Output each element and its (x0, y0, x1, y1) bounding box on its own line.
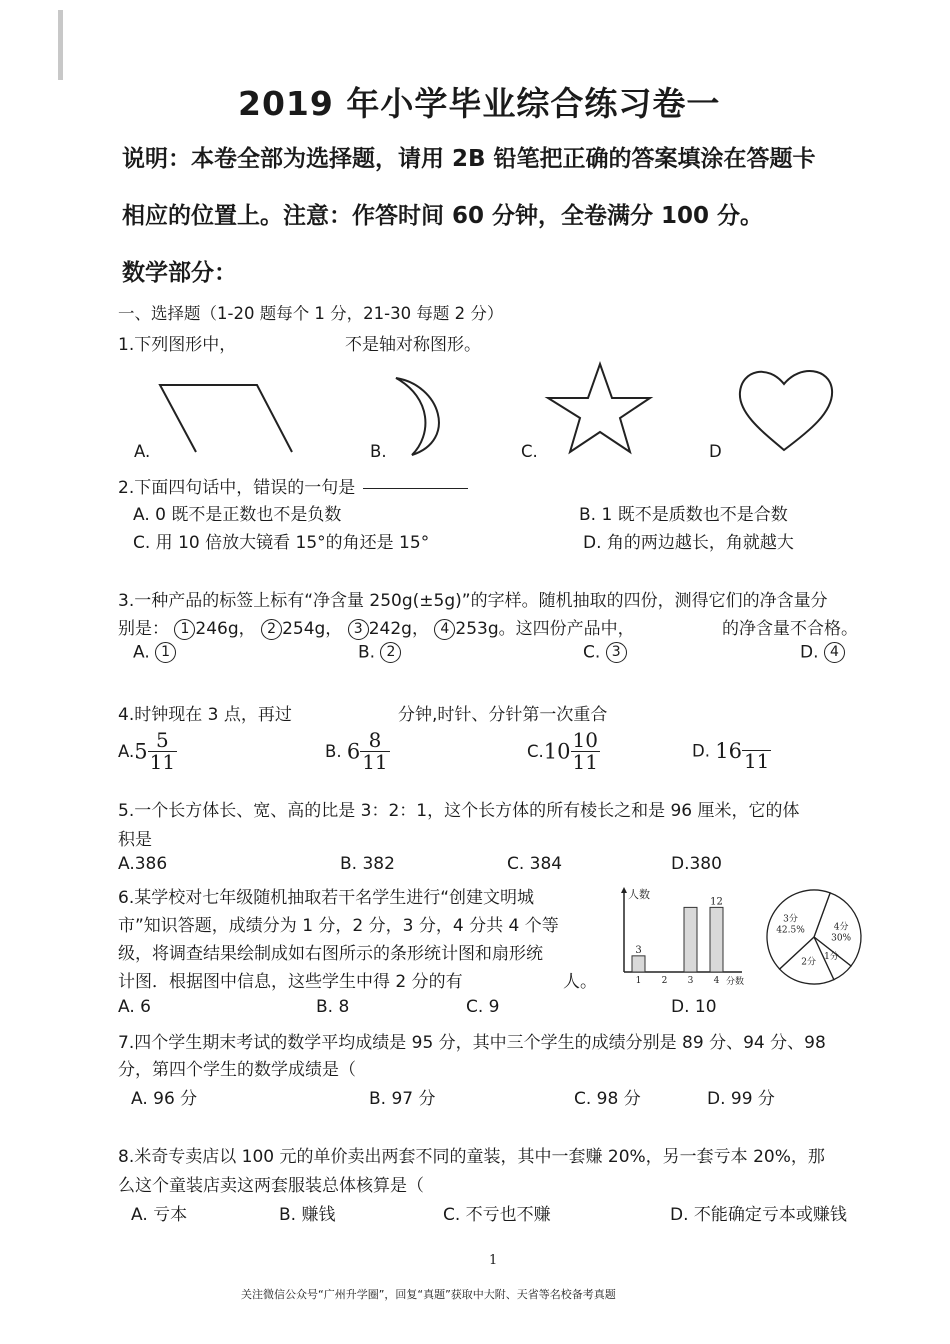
parallelogram-shape (160, 385, 292, 452)
q6-line-4: 计图．根据图中信息，这些学生中得 2 分的有 (118, 972, 463, 992)
fraction (148, 730, 177, 773)
q5-line-1: 5.一个长方体长、宽、高的比是 3：2：1，这个长方体的所有棱长之和是 96 厘米，它的体 (118, 801, 800, 821)
q2-option-c: C. 用 10 倍放大镜看 15°的角还是 15° (133, 533, 430, 553)
option-label: D. (692, 741, 710, 761)
q6-unit: 人。 (563, 972, 597, 992)
fraction (360, 730, 389, 773)
q4-option-d (692, 730, 771, 772)
circled-mark: 3 (606, 642, 627, 663)
q4-stem-a: 4.时钟现在 3 点，再过 (118, 705, 292, 725)
q5-option-a: A.386 (118, 854, 168, 874)
q2-option-b: B. 1 既不是质数也不是合数 (579, 505, 788, 525)
pie-label-0: 4分 (833, 922, 849, 933)
numerator: 10 (572, 728, 598, 752)
q4-option-b (325, 730, 390, 773)
y-axis-arrow (621, 887, 627, 893)
bar-chart (614, 884, 754, 990)
x-axis-label: 分数 (726, 977, 745, 987)
q3-item-2: 254g， (282, 619, 343, 639)
q6-option-c: C. 9 (466, 997, 500, 1017)
page-title: 2019 年小学毕业综合练习卷一 (238, 84, 721, 123)
bar-4 (710, 907, 723, 972)
q2-option-a: A. 0 既不是正数也不是负数 (133, 505, 342, 525)
x-tick-label-4: 4 (713, 976, 720, 986)
denominator: 11 (362, 750, 388, 774)
heart-shape (740, 371, 832, 450)
q6-line-1: 6.某学校对七年级随机抽取若干名学生进行“创建文明城 (118, 888, 535, 908)
q1-label-a: A. (134, 442, 151, 461)
circled-mark: 1 (155, 642, 176, 663)
circled-4: 4 (434, 619, 455, 640)
q3-item-3: 242g， (368, 619, 429, 639)
q5-option-b: B. 382 (340, 854, 395, 874)
q7-line-1: 7.四个学生期末考试的数学平均成绩是 95 分，其中三个学生的成绩分别是 89 分、94 分、98 (118, 1033, 826, 1053)
option-label: B. (358, 642, 376, 663)
q8-line-1: 8.米奇专卖店以 100 元的单价卖出两套不同的童装，其中一套赚 20%，另一套亏本 20%，那 (118, 1147, 825, 1167)
q3-line-2a: 别是： (118, 619, 169, 639)
q1-label-c: C. (521, 442, 538, 461)
mixed-whole: 6 (346, 739, 361, 764)
denominator: 11 (743, 749, 770, 773)
q7-option-b: B. 97 分 (369, 1089, 436, 1109)
pie-label-3: 3分 (783, 914, 798, 925)
q5-option-d: D.380 (671, 854, 722, 874)
x-tick-label-1: 1 (635, 976, 642, 986)
q6-option-a: A. 6 (118, 997, 151, 1017)
q2-option-d: D. 角的两边越长，角就越大 (583, 533, 794, 553)
mixed-whole: 16 (715, 739, 742, 763)
x-tick-label-2: 2 (661, 976, 668, 986)
pie-label-2: 2分 (801, 957, 816, 968)
fraction (742, 730, 771, 772)
pie-percent-0: 30% (831, 933, 852, 944)
q7-option-a: A. 96 分 (131, 1089, 198, 1109)
fraction (571, 730, 600, 773)
y-axis-label: 人数 (628, 888, 650, 901)
pie-percent-3: 42.5% (776, 925, 805, 936)
option-label: C. (527, 742, 544, 761)
x-tick-label-3: 3 (687, 976, 694, 986)
circled-1: 1 (174, 619, 195, 640)
pie-chart (762, 884, 872, 994)
option-label: D. (800, 642, 819, 663)
q1-stem-b: 不是轴对称图形。 (345, 335, 481, 355)
bar-3 (684, 907, 697, 972)
q1-label-d: D (709, 442, 722, 461)
q2-stem-text: 2.下面四句话中，错误的一句是 (118, 478, 356, 498)
q8-option-b: B. 赚钱 (279, 1205, 336, 1225)
q3-line-2 (118, 614, 635, 640)
crescent-shape (396, 378, 439, 455)
q7-option-d: D. 99 分 (707, 1089, 775, 1109)
q3-item-4: 253g。这四份产品中， (455, 619, 635, 639)
part-header: 一、选择题（1-20 题每个 1 分，21-30 每题 2 分） (118, 304, 504, 323)
q3-line-1: 3.一种产品的标签上标有“净含量 250g(±5g)”的字样。随机抽取的四份，测得它们的净含量分 (118, 591, 828, 611)
q3-option-b (358, 642, 401, 663)
q2-stem (118, 473, 468, 498)
scan-margin-mark (58, 10, 63, 80)
star-shape (548, 364, 650, 452)
bar-value-label-4: 12 (710, 896, 723, 908)
circled-mark: 4 (824, 642, 845, 663)
denominator: 11 (572, 750, 598, 774)
q6-option-d: D. 10 (671, 997, 717, 1017)
circled-3: 3 (348, 619, 369, 640)
q3-option-c (583, 642, 627, 663)
q8-option-a: A. 亏本 (131, 1205, 188, 1225)
option-label: A. (133, 642, 150, 663)
pie-label-1: 1分 (824, 952, 839, 963)
denominator: 11 (149, 750, 176, 774)
circled-mark: 2 (380, 642, 401, 663)
q8-option-c: C. 不亏也不赚 (443, 1205, 551, 1225)
bar-value-label-1: 3 (635, 944, 642, 956)
option-label: A. (118, 742, 135, 761)
intro-line-1: 说明：本卷全部为选择题，请用 2B 铅笔把正确的答案填涂在答题卡 (122, 146, 816, 172)
bar-1 (632, 956, 645, 972)
q7-line-2: 分，第四个学生的数学成绩是（ (118, 1060, 356, 1080)
q3-option-a (133, 642, 176, 663)
q4-option-a (118, 730, 177, 773)
footer-note: 关注微信公众号“广州升学圈”，回复“真题”获取中大附、天省等名校备考真题 (241, 1288, 616, 1301)
q3-option-d (800, 642, 845, 663)
q3-item-1: 246g， (195, 619, 256, 639)
q1-label-b: B. (370, 442, 387, 461)
mixed-whole: 10 (543, 739, 571, 764)
page-number: 1 (489, 1253, 498, 1268)
q4-stem-b: 分钟,时针、分针第一次重合 (398, 705, 608, 725)
answer-blank (363, 487, 468, 489)
q5-option-c: C. 384 (507, 854, 563, 874)
numerator: 5 (148, 730, 177, 752)
q1-figures (120, 360, 860, 470)
q6-option-b: B. 8 (316, 997, 350, 1017)
q7-option-c: C. 98 分 (574, 1089, 641, 1109)
intro-line-2: 相应的位置上。注意：作答时间 60 分钟，全卷满分 100 分。 (122, 203, 764, 229)
q4-option-c (527, 730, 600, 773)
numerator (742, 730, 771, 751)
option-label: B. (325, 742, 342, 761)
numerator: 8 (360, 730, 389, 752)
q6-line-3: 级，将调查结果绘制成如右图所示的条形统计图和扇形统 (118, 944, 543, 964)
circled-2: 2 (261, 619, 282, 640)
q8-option-d: D. 不能确定亏本或赚钱 (670, 1205, 847, 1225)
q5-line-2: 积是 (118, 830, 152, 850)
q8-line-2: 么这个童装店卖这两套服装总体核算是（ (118, 1176, 424, 1196)
section-title: 数学部分： (122, 260, 237, 286)
mixed-whole: 5 (134, 739, 148, 764)
q3-line-2b: 的净含量不合格。 (722, 619, 858, 639)
option-label: C. (583, 642, 601, 663)
q1-stem-a: 1.下列图形中， (118, 335, 237, 355)
q6-line-2: 市”知识答题，成绩分为 1 分，2 分，3 分，4 分共 4 个等 (118, 916, 559, 936)
